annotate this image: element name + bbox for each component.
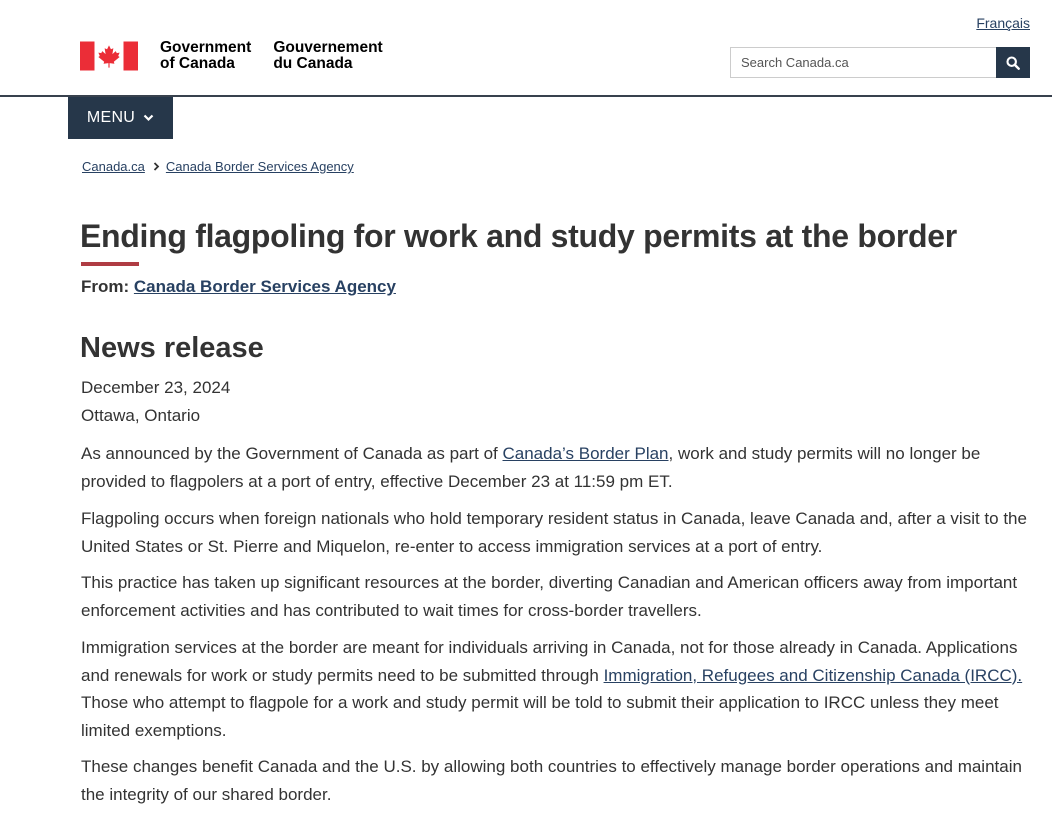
section-heading: News release bbox=[80, 332, 264, 364]
border-plan-link[interactable]: Canada’s Border Plan bbox=[502, 444, 669, 463]
brand-fr-line2: du Canada bbox=[273, 55, 353, 72]
chevron-right-icon bbox=[153, 162, 160, 171]
breadcrumb-link-canada[interactable]: Canada.ca bbox=[82, 159, 145, 174]
menu-button[interactable] bbox=[68, 97, 173, 139]
brand-fr-line1: Gouvernement bbox=[273, 39, 383, 56]
chevron-down-icon bbox=[143, 114, 154, 122]
brand-french bbox=[273, 40, 382, 72]
paragraph-1 bbox=[81, 440, 1031, 495]
search-input[interactable] bbox=[730, 47, 996, 78]
from-agency-link[interactable]: Canada Border Services Agency bbox=[133, 277, 396, 296]
page-title: Ending flagpoling for work and study permits at the border bbox=[80, 218, 957, 254]
release-location: Ottawa, Ontario bbox=[81, 406, 201, 425]
canada-flag-icon bbox=[80, 41, 138, 71]
brand-english bbox=[160, 40, 251, 72]
from-label: From: bbox=[81, 277, 130, 296]
breadcrumb-link-cbsa[interactable]: Canada Border Services Agency bbox=[165, 159, 354, 174]
from-line bbox=[81, 277, 396, 297]
menu-label: MENU bbox=[86, 109, 136, 126]
brand-en-line1: Government bbox=[160, 39, 252, 56]
site-search bbox=[730, 47, 1030, 78]
search-button[interactable] bbox=[996, 47, 1030, 78]
ircc-link[interactable]: Immigration, Refugees and Citizenship Canada (IRCC). bbox=[603, 665, 1023, 685]
paragraph-4 bbox=[81, 634, 1031, 744]
breadcrumb bbox=[82, 159, 354, 174]
p1-text-after: , work and study permits will no longer be provided to flagpolers at a port of entry, effective December 23 at 11:59 pm ET. bbox=[81, 444, 981, 491]
paragraph-5: These changes benefit Canada and the U.S. by allowing both countries to effectively manage border operations and maintain the integrity of our shared border. bbox=[81, 757, 1022, 804]
paragraph-2: Flagpoling occurs when foreign nationals who hold temporary resident status in Canada, leave Canada and, after a visit to the United States or St. Pierre and Miquelon, re-enter to access immigration services at a port of entry. bbox=[81, 509, 1027, 556]
p4-text-after: Those who attempt to flagpole for a work and study permit will be told to submit their application to IRCC unless they meet limited exemptions. bbox=[81, 693, 999, 740]
government-brand[interactable] bbox=[80, 40, 383, 72]
language-toggle-link[interactable]: Français bbox=[976, 15, 1030, 31]
p1-text-before: As announced by the Government of Canada as part of bbox=[81, 444, 503, 463]
title-underline bbox=[81, 262, 139, 266]
brand-en-line2: of Canada bbox=[160, 55, 235, 72]
p4-text-before: Immigration services at the border are meant for individuals arriving in Canada, not for those already in Canada. Applications and renewals for work or study permits need to be submitted through bbox=[81, 638, 1018, 685]
search-icon bbox=[1006, 56, 1020, 70]
release-date: December 23, 2024 bbox=[81, 378, 231, 397]
paragraph-3: This practice has taken up significant resources at the border, diverting Canadian and American officers away from important enforcement activities and has contributed to wait times for cross-border travellers. bbox=[81, 573, 1018, 620]
